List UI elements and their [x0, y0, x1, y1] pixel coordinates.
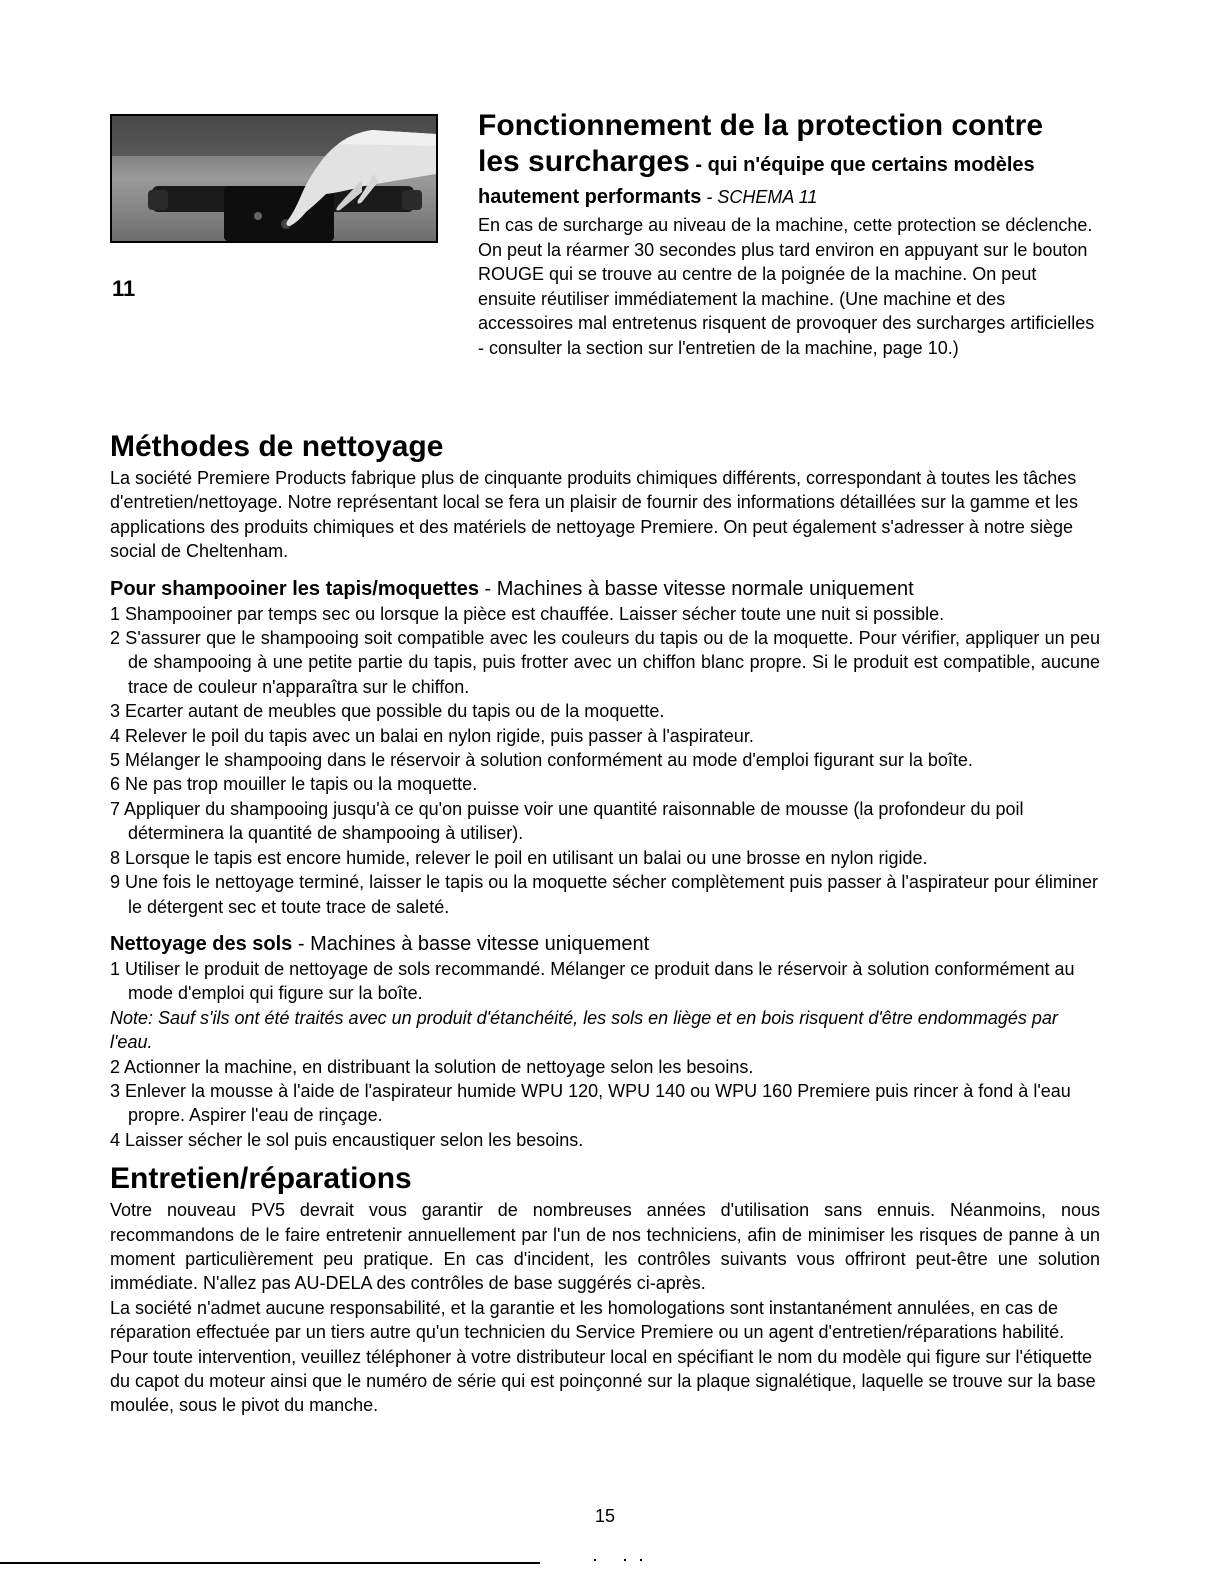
maintenance-para2: La société n'admet aucune responsabilité, et la garantie et les homologations sont instantanément annulées, en cas de réparation effectuée par un tiers autre qu'un technicien du Service Premiere ou un agent d'entretien/réparations habilité. Pour toute intervention, veuillez téléphoner à votre distributeur local en spécifiant le nom du modèle qui figure sur l'étiquette du capot du moteur ainsi que le numéro de série qui est poinçonné sur la plaque signalétique, laquelle se trouve sur la base moulée, sous le pivot du manche.	[110, 1297, 1096, 1416]
floors-steps-list-a	[110, 957, 1100, 1006]
overload-title-line2	[478, 144, 1098, 183]
overload-body: En cas de surcharge au niveau de la machine, cette protection se déclenche. On peut la réarmer 30 secondes plus tard environ en appuyant sur le bouton ROUGE qui se trouve au centre de la poignée de la machine. On peut ensuite réutiliser immédiatement la machine. (Une machine et des accessoires mal entretenus risquent de provoquer des surcharges artificielles - consulter la section sur l'entretien de la machine, page 10.)	[478, 215, 1095, 358]
overload-title-line3	[478, 183, 1098, 213]
list-item: 5 Mélanger le shampooing dans le réservoir à solution conformément au mode d'emploi figurant sur la boîte.	[110, 750, 973, 771]
list-item: 4 Laisser sécher le sol puis encaustiquer selon les besoins.	[110, 1129, 584, 1150]
floors-note: Note: Sauf s'ils ont été traités avec un produit d'étanchéité, les sols en liège et en bois risquent d'être endommagés par l'eau.	[110, 1007, 1058, 1053]
overload-title-suffix: - qui n'équipe que certains modèles	[689, 154, 1035, 176]
list-item: 3 Ecarter autant de meubles que possible du tapis ou de la moquette.	[110, 701, 665, 722]
list-item: 2 S'assurer que le shampooing soit compatible avec les couleurs du tapis ou de la moquette. Pour vérifier, appliquer un peu de shampooing à une petite partie du tapis, puis frotter avec un chiffon blanc propre. Si le produit est compatible, aucune trace de couleur n'apparaîtra sur le chiffon.	[110, 628, 1100, 697]
list-item: 2 Actionner la machine, en distribuant la solution de nettoyage selon les besoins.	[110, 1056, 754, 1077]
list-item: 1 Utiliser le produit de nettoyage de sols recommandé. Mélanger ce produit dans le réservoir à solution conformément au mode d'emploi qui figure sur la boîte.	[110, 958, 1075, 1004]
main-content	[110, 428, 1100, 1418]
overload-protection-section	[478, 108, 1098, 361]
list-item: 4 Relever le poil du tapis avec un balai en nylon rigide, puis passer à l'aspirateur.	[110, 725, 754, 746]
carpet-heading	[110, 576, 1100, 602]
overload-title-main: les surcharges	[478, 145, 690, 178]
list-item: 7 Appliquer du shampooing jusqu'à ce qu'on puisse voir une quantité raisonnable de mousse (la profondeur du poil déterminera la quantité de shampooing à utiliser).	[110, 798, 1024, 844]
floors-steps-list-b	[110, 1055, 1100, 1153]
floors-heading	[110, 931, 1100, 957]
list-item: 9 Une fois le nettoyage terminé, laisser le tapis ou la moquette sécher complètement puis passer à l'aspirateur pour éliminer le détergent sec et toute trace de saleté.	[110, 872, 1098, 917]
floors-heading-suffix: - Machines à basse vitesse uniquement	[292, 932, 650, 955]
crop-marks	[590, 1559, 650, 1565]
list-item: 8 Lorsque le tapis est encore humide, relever le poil en utilisant un balai ou une brosse en nylon rigide.	[110, 847, 928, 868]
bottom-divider	[0, 1562, 540, 1564]
carpet-steps-list	[110, 602, 1100, 919]
maintenance-para1: Votre nouveau PV5 devrait vous garantir de nombreuses années d'utilisation sans ennuis. Néanmoins, nous recommandons de le faire entretenir annuellement par l'un de nos techniciens, afin de minimiser les risques de panne à un moment particulièrement peu pratique. En cas d'incident, les contrôles suivants vous offriront peut-être une solution immédiate. N'allez pas AU-DELA des contrôles de base suggérés ci-après.	[110, 1200, 1100, 1294]
carpet-heading-suffix: - Machines à basse vitesse normale uniquement	[478, 577, 914, 600]
page-number: 15	[594, 1506, 616, 1526]
schema-separator: -	[701, 187, 718, 207]
floors-heading-bold: Nettoyage des sols	[110, 932, 293, 955]
maintenance-title: Entretien/réparations	[110, 1162, 412, 1196]
overload-reset-photo	[110, 114, 438, 243]
hand-pressing-button-illustration	[112, 116, 436, 241]
methods-title: Méthodes de nettoyage	[110, 430, 444, 463]
overload-title-line1: Fonctionnement de la protection contre	[478, 109, 1044, 142]
list-item: 3 Enlever la mousse à l'aide de l'aspirateur humide WPU 120, WPU 140 ou WPU 160 Premiere puis rincer à fond à l'eau propre. Aspirer l'eau de rinçage.	[110, 1080, 1071, 1126]
methods-intro: La société Premiere Products fabrique plus de cinquante produits chimiques différents, correspondant à toutes les tâches d'entretien/nettoyage. Notre représentant local se fera un plaisir de fournir des informations détaillées sur la gamme et les applications des produits chimiques et des matériels de nettoyage Premiere. On peut également s'adresser à notre siège social de Cheltenham.	[110, 468, 1078, 562]
carpet-heading-bold: Pour shampooiner les tapis/moquettes	[110, 577, 479, 600]
list-item: 6 Ne pas trop mouiller le tapis ou la moquette.	[110, 774, 478, 795]
figure-number: 11	[112, 276, 136, 301]
schema-reference: SCHEMA 11	[717, 187, 818, 207]
list-item: 1 Shampooiner par temps sec ou lorsque la pièce est chauffée. Laisser sécher toute une nuit si possible.	[110, 603, 945, 624]
overload-title-performants: hautement performants	[478, 186, 702, 208]
